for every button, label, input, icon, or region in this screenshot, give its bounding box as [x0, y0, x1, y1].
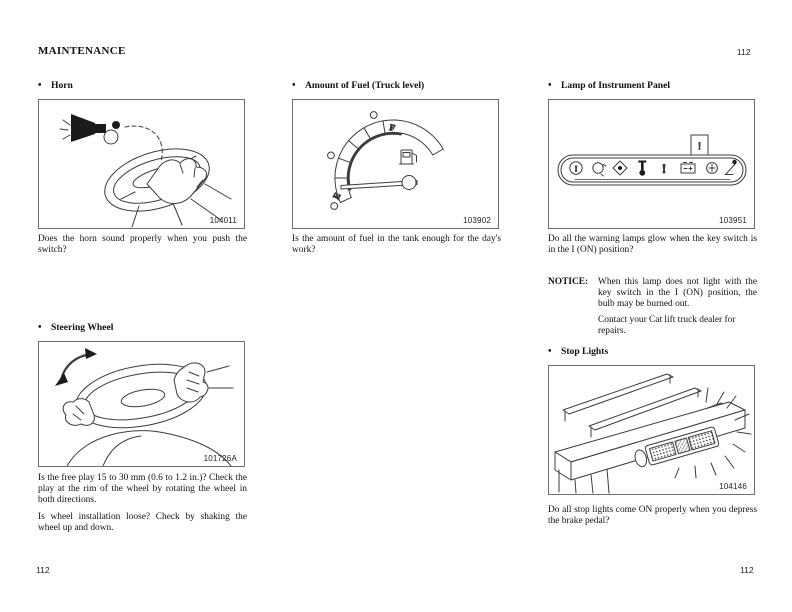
notice-body [598, 277, 757, 337]
hand-pressing-horn [147, 159, 231, 220]
gauge-empty-label: E [330, 190, 343, 201]
warning-callout-box [691, 135, 708, 155]
notice-paragraph: When this lamp does not light with the key switch in the I (ON) position, the bulb may be burned out. [598, 277, 757, 310]
stop-lights-caption: Do all stop lights come ON properly when you depress the brake pedal? [548, 505, 757, 527]
instrument-panel-illustration [549, 100, 754, 228]
fuel-caption: Is the amount of fuel in the tank enough for the day's work? [292, 234, 501, 256]
figure-id-label: 104011 [209, 216, 237, 225]
horn-figure-frame [38, 99, 245, 229]
master-warning-lamp-icon: ! [661, 161, 667, 176]
fuel-figure-frame [292, 99, 499, 229]
notice-label: NOTICE: [548, 277, 589, 287]
stop-lights-illustration [549, 366, 754, 494]
figure-id-label: 104146 [719, 482, 747, 491]
section-heading-horn [38, 80, 73, 91]
heading-label: Steering Wheel [51, 322, 114, 333]
gauge-needle [341, 176, 417, 190]
bullet-icon: • [548, 346, 552, 357]
page-number-bottom-right: 112 [740, 565, 754, 575]
gauge-full-label: F [388, 122, 397, 134]
fuel-pump-icon [400, 150, 417, 164]
heading-label: Horn [51, 80, 73, 91]
horn-illustration [39, 100, 244, 228]
section-heading-stop-lights [548, 346, 608, 357]
callout-exclamation: ! [697, 141, 702, 153]
notice-block [548, 277, 757, 337]
figure-id-label: 101726A [203, 454, 237, 463]
heading-label: Stop Lights [561, 346, 609, 357]
horn-caption: Does the horn sound properly when you push the switch? [38, 234, 247, 256]
left-hand [63, 399, 94, 426]
steering-caption-1: Is the free play 15 to 30 mm (0.6 to 1.2 in.)? Check the play at the rim of the wheel by rotating the wheel in both directions. [38, 473, 247, 506]
page-number-bottom-left: 112 [36, 565, 50, 575]
fuel-gauge-arc [328, 112, 444, 210]
svg-text:!: ! [574, 163, 578, 174]
figure-id-label: 103902 [463, 216, 491, 225]
instrument-panel-caption: Do all the warning lamps glow when the key switch is in the I (ON) position? [548, 234, 757, 256]
section-heading-fuel [292, 80, 424, 91]
page-title: MAINTENANCE [38, 45, 126, 57]
figure-id-label: 103951 [719, 216, 747, 225]
rotate-arrow-icon [55, 348, 97, 386]
heading-label: Lamp of Instrument Panel [561, 80, 670, 91]
horn-icon [60, 114, 120, 144]
bullet-icon: • [38, 322, 42, 333]
panel-outline [558, 155, 746, 185]
steering-wheel-illustration [39, 342, 244, 466]
stop-lights-figure-frame [548, 365, 755, 495]
steering-figure-frame [38, 341, 245, 467]
motion-dashed-line [125, 126, 162, 162]
bullet-icon: • [548, 80, 552, 91]
right-hand [174, 363, 233, 402]
bullet-icon: • [38, 80, 42, 91]
notice-paragraph: Contact your Cat lift truck dealer for repairs. [598, 314, 736, 336]
heading-label: Amount of Fuel (Truck level) [305, 80, 425, 91]
steering-caption-2: Is wheel installation loose? Check by shaking the wheel up and down. [38, 512, 247, 534]
section-heading-steering-wheel [38, 322, 113, 333]
bullet-icon: • [292, 80, 296, 91]
page-number-top: 112 [737, 47, 751, 57]
fuel-gauge-illustration [293, 100, 498, 228]
instrument-panel-figure-frame [548, 99, 755, 229]
section-heading-instrument-panel [548, 80, 670, 91]
